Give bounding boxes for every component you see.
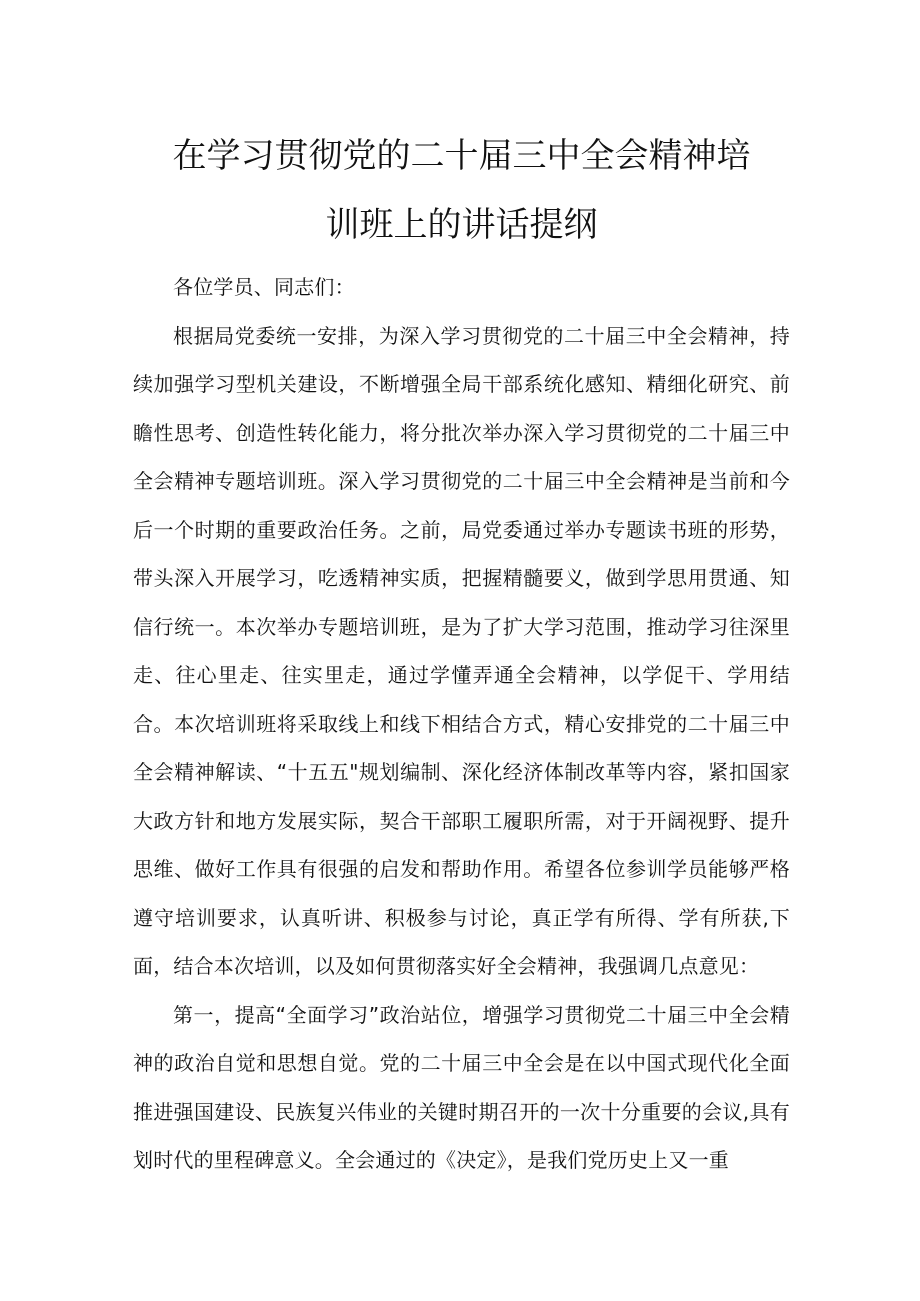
- salutation: 各位学员、同志们：: [173, 275, 355, 299]
- document-title: [133, 122, 790, 260]
- document-body: [133, 263, 790, 1185]
- title-line-1: 在学习贯彻党的二十届三中全会精神培: [172, 136, 751, 176]
- paragraph-introduction: 根据局党委统一安排，为深入学习贯彻党的二十届三中全会精神，持续加强学习型机关建设，不断增强全局干部系统化感知、精细化研究、前瞻性思考、创造性转化能力，将分批次举办深入学习贯彻党的二十届三中全会精神专题培训班。深入学习贯彻党的二十届三中全会精神是当前和今后一个时期的重要政治任务。之前，局党委通过举办专题读书班的形势，带头深入开展学习，吃透精神实质，把握精髓要义，做到学思用贯通、知信行统一。本次举办专题培训班，是为了扩大学习范围，推动学习往深里走、往心里走、往实里走，通过学懂弄通全会精神，以学促干、学用结合。本次培训班将采取线上和线下相结合方式，精心安排党的二十届三中全会精神解读、“十五五"规划编制、深化经济体制改革等内容，紧扣国家大政方针和地方发展实际，契合干部职工履职所需，对于开阔视野、提升思维、做好工作具有很强的启发和帮助作用。希望各位参训学员能够严格遵守培训要求，认真听讲、积极参与讨论，真正学有所得、学有所获,下面，结合本次培训，以及如何贯彻落实好全会精神，我强调几点意见：: [133, 323, 790, 978]
- title-line-2: 训班上的讲话提纲: [325, 205, 598, 245]
- paragraph-point-one: 第一，提高“全面学习”政治站位，增强学习贯彻党二十届三中全会精神的政治自觉和思想自觉。党的二十届三中全会是在以中国式现代化全面推进强国建设、民族复兴伟业的关键时期召开的一次十分重要的会议,具有划时代的里程碑意义。全会通过的《决定》，是我们党历史上又一重: [133, 1002, 790, 1172]
